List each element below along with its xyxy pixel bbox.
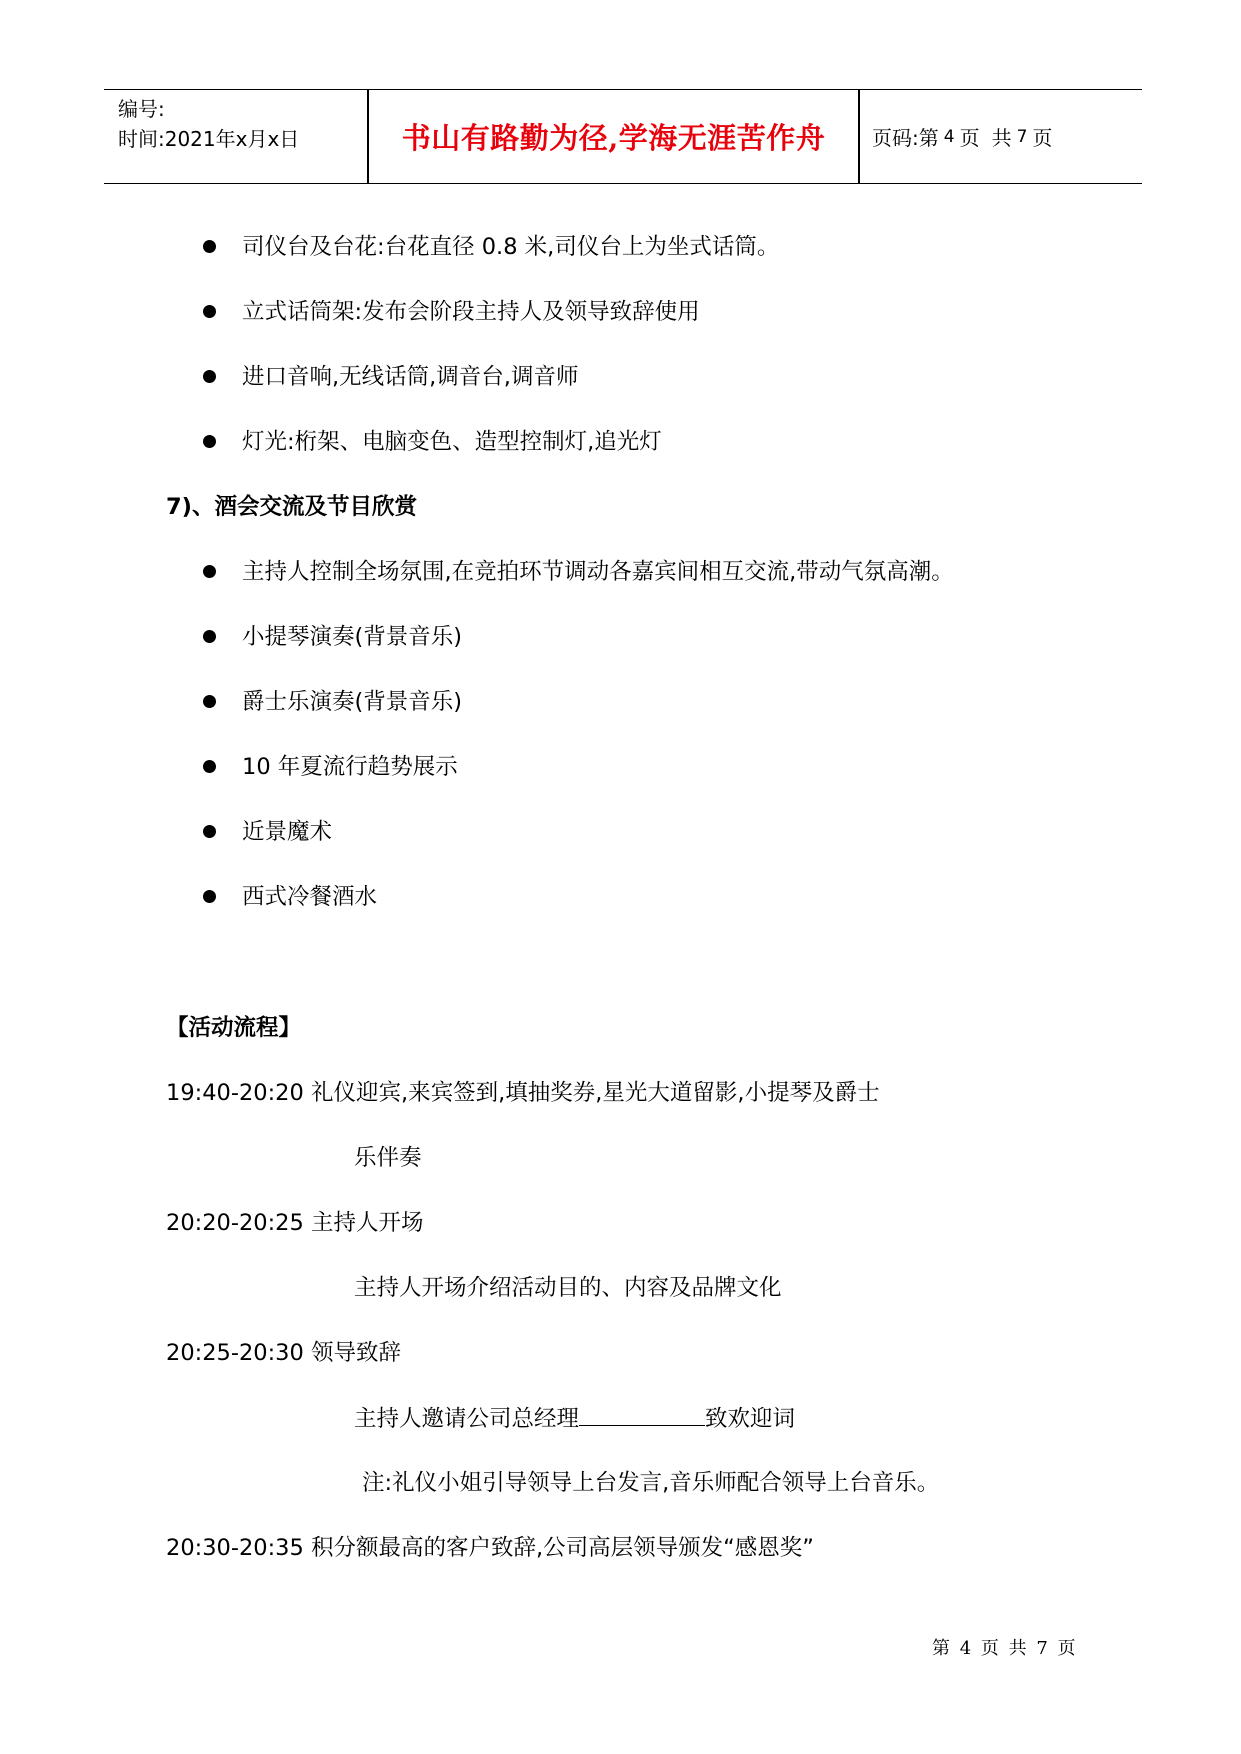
header-meta (118, 94, 299, 154)
schedule-desc: 主持人开场 (310, 1210, 424, 1236)
bullet-icon (203, 825, 216, 838)
schedule-time: 19:40-20:20 (166, 1080, 304, 1106)
schedule-time: 20:25-20:30 (166, 1340, 304, 1366)
schedule-row (166, 1533, 814, 1563)
header-motto: 书山有路勤为径,学海无涯苦作舟 (401, 121, 826, 155)
bullet-icon (203, 630, 216, 643)
page-mid: 页 (959, 126, 980, 150)
fill-in-blank (579, 1403, 705, 1426)
schedule-continuation: 主持人邀请公司总经理 致欢迎词 (354, 1403, 795, 1434)
bullet-icon (203, 370, 216, 383)
schedule-desc: 积分额最高的客户致辞,公司高层领导颁发“感恩奖” (310, 1535, 814, 1561)
schedule-continuation: 乐伴奏 (354, 1145, 422, 1171)
schedule-time: 20:30-20:35 (166, 1535, 304, 1561)
schedule-row (166, 1208, 423, 1238)
page-total: 7 (1016, 126, 1028, 147)
schedule-desc: 领导致辞 (310, 1340, 401, 1366)
page-suffix: 页 (1032, 126, 1053, 150)
bullet-icon (203, 435, 216, 448)
bullet-icon (203, 305, 216, 318)
bullet-icon (203, 695, 216, 708)
schedule-desc: 礼仪迎宾,来宾签到,填抽奖券,星光大道留影,小提琴及爵士 (310, 1080, 880, 1106)
page-prefix: 页码:第 (872, 126, 939, 150)
page-total-prefix: 共 (991, 126, 1012, 150)
schedule-time: 20:20-20:25 (166, 1210, 304, 1236)
schedule-note: 注:礼仪小姐引导领导上台发言,音乐师配合领导上台音乐。 (362, 1470, 940, 1496)
bullet-icon (203, 760, 216, 773)
page-current: 4 (943, 126, 955, 147)
section-heading: 7)、酒会交流及节目欣赏 (166, 494, 417, 520)
header-page-info (872, 90, 1052, 183)
schedule-row (166, 1078, 880, 1108)
bullet-icon (203, 565, 216, 578)
activity-heading: 【活动流程】 (166, 1015, 302, 1041)
bullet-icon (203, 240, 216, 253)
page-footer: 第 4 页 共 7 页 (932, 1638, 1076, 1659)
page-header (104, 89, 1142, 184)
serial-label: 编号: (118, 97, 165, 121)
bullet-icon (203, 890, 216, 903)
schedule-row (166, 1338, 401, 1368)
header-divider (858, 90, 860, 183)
date-label: 时间:2021年x月x日 (118, 127, 300, 151)
schedule-continuation: 主持人开场介绍活动目的、内容及品牌文化 (354, 1275, 782, 1301)
